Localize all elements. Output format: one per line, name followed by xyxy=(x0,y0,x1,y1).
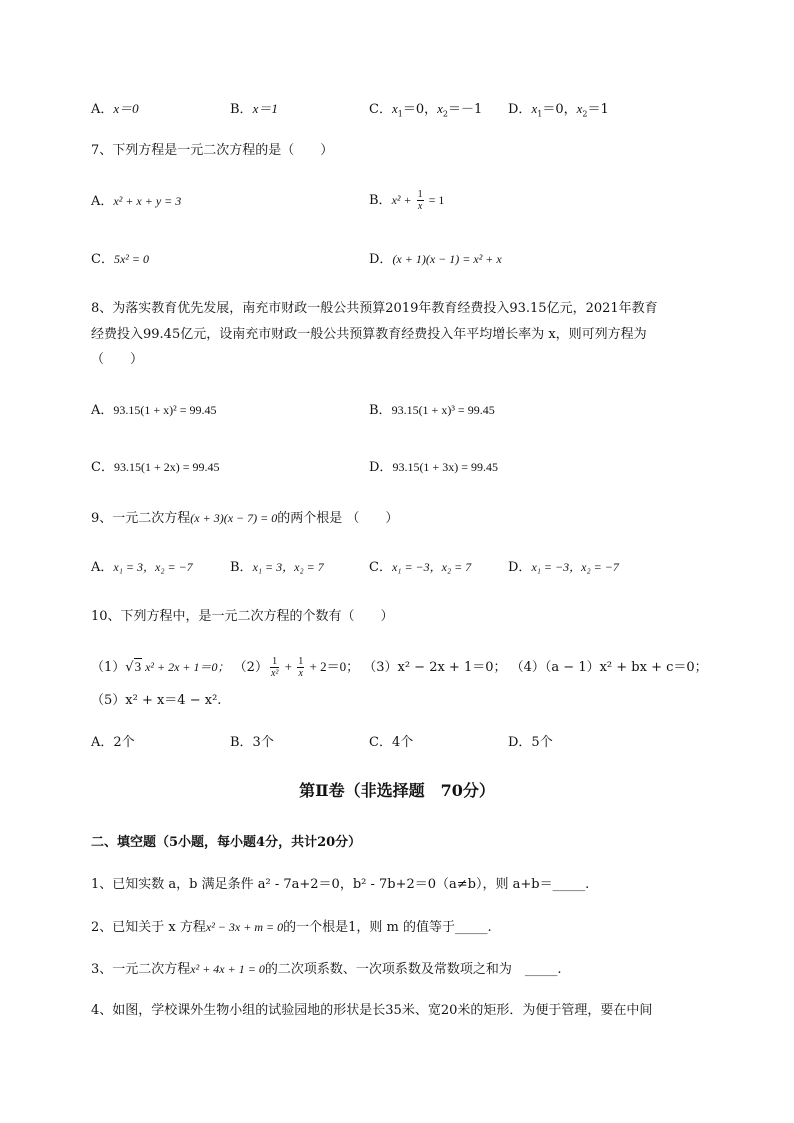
numerator: 1 xyxy=(298,656,304,667)
option-value: x＝1 xyxy=(252,101,278,116)
numerator: 1 xyxy=(417,189,423,200)
q8-option-a xyxy=(91,401,217,420)
fill-question-4: 4、如图，学校课外生物小组的试验园地的形状是长35米、宽20米的矩形．为便于管理，要在中间 xyxy=(91,1003,653,1018)
option-expr: x₁ = −3，x₂ = −7 xyxy=(531,560,619,574)
q6-option-b xyxy=(230,100,278,119)
option-label: A． xyxy=(91,403,114,418)
radicand: 3 xyxy=(134,659,142,674)
option-label: B． xyxy=(230,102,253,117)
option-label: C． xyxy=(369,102,392,117)
q8-stem-line3: （ ） xyxy=(91,352,144,367)
option-var: x xyxy=(576,101,583,116)
item-expr: + xyxy=(281,659,296,674)
option-expr: = 1 xyxy=(425,193,445,207)
fill-question-3 xyxy=(91,960,561,979)
q9-option-c xyxy=(369,558,471,577)
option-expr: x₁ = 3，x₂ = 7 xyxy=(252,560,324,574)
item-expr: + 2＝0； xyxy=(306,659,360,674)
q10-stem: 10、下列方程中，是一元二次方程的个数有（ ） xyxy=(91,609,394,624)
option-sub: 1 xyxy=(397,109,403,119)
q8-option-c xyxy=(91,458,219,477)
fraction xyxy=(270,656,279,679)
option-label: B． xyxy=(369,193,392,208)
q10-option-d: D．5个 xyxy=(508,735,553,750)
option-label: D． xyxy=(508,102,532,117)
option-expr: x² + xyxy=(391,193,415,207)
option-expr: x² + x + y = 3 xyxy=(113,194,182,208)
option-eq: ＝1 xyxy=(587,102,609,117)
option-expr: x₁ = 3，x₂ = −7 xyxy=(113,560,193,574)
q6-option-a xyxy=(91,100,139,119)
option-sub: 2 xyxy=(442,109,448,119)
q9-stem xyxy=(91,509,398,528)
q8-option-b xyxy=(369,401,495,420)
item-expr: （3）x² − 2x + 1＝0； xyxy=(363,660,507,675)
question-text: 的二次项系数、一次项系数及常数项之和为 _____. xyxy=(264,962,562,977)
q6-option-c xyxy=(369,100,482,119)
sqrt: √3 xyxy=(125,659,142,675)
option-eq: ＝0， xyxy=(402,102,438,117)
option-label: D． xyxy=(369,460,393,475)
q9-option-b xyxy=(230,558,324,577)
option-var: x xyxy=(531,101,538,116)
q9-option-d xyxy=(508,558,619,577)
denominator: x xyxy=(417,201,423,212)
option-expr: 93.15(1 + x)³ = 99.45 xyxy=(391,403,495,417)
part-title: 第Ⅱ卷（非选择题 70分） xyxy=(299,781,495,800)
q7-option-a xyxy=(91,192,181,211)
option-label: D． xyxy=(508,560,532,575)
option-expr: 93.15(1 + 2x) = 99.45 xyxy=(113,460,220,474)
numerator: 1 xyxy=(270,656,279,668)
option-var: x xyxy=(391,101,398,116)
q8-stem-line1: 8、为落实教育优先发展，南充市财政一般公共预算2019年教育经费投入93.15亿元，2021年教育 xyxy=(91,301,658,316)
denominator: x² xyxy=(270,668,279,679)
stem-text: 的两个根是 （ ） xyxy=(277,511,399,526)
q7-stem: 7、下列方程是一元二次方程的是（ ） xyxy=(91,143,334,158)
denominator: x xyxy=(298,668,303,679)
q8-stem-line2: 经费投入99.45亿元，设南充市财政一般公共预算教育经费投入年平均增长率为 x，则可列方程为 xyxy=(91,327,647,342)
q9-option-a xyxy=(91,558,193,577)
option-eq: ＝－1 xyxy=(447,102,483,117)
option-sub: 2 xyxy=(582,109,588,119)
q10-option-a: A．2个 xyxy=(91,735,135,750)
q7-option-b xyxy=(369,186,444,215)
q10-items-line2: （5）x² + x＝4 − x². xyxy=(91,693,222,708)
option-sub: 1 xyxy=(537,109,543,119)
stem-text: 9、一元二次方程 xyxy=(91,511,191,526)
question-text: 2、已知关于 x 方程 xyxy=(91,920,206,935)
stem-expr: (x + 3)(x − 7) = 0 xyxy=(190,511,278,525)
option-label: A． xyxy=(91,194,114,209)
fraction xyxy=(297,656,304,679)
option-eq: ＝0， xyxy=(542,102,577,117)
option-label: B． xyxy=(369,403,392,418)
option-label: B． xyxy=(230,560,253,575)
section-heading: 二、填空题（5小题，每小题4分，共计20分） xyxy=(91,835,362,850)
q10-option-c: C．4个 xyxy=(369,735,414,750)
fill-question-2 xyxy=(91,918,492,937)
option-label: A． xyxy=(91,560,114,575)
option-expr: x₁ = −3，x₂ = 7 xyxy=(391,560,472,574)
q10-items-line1 xyxy=(91,652,708,683)
option-expr: 93.15(1 + 3x) = 99.45 xyxy=(392,460,498,474)
fill-question-1: 1、已知实数 a，b 满足条件 a² - 7a+2＝0，b² - 7b+2＝0（a≠b），则 a+b＝_____. xyxy=(91,877,590,892)
option-label: D． xyxy=(369,252,393,267)
q8-option-d xyxy=(369,458,498,477)
question-expr: x² + 4x + 1 = 0 xyxy=(190,962,265,976)
option-expr: (x + 1)(x − 1) = x² + x xyxy=(392,252,502,266)
item-label: （1） xyxy=(91,660,126,675)
question-expr: x² − 3x + m = 0 xyxy=(205,920,284,934)
option-var: x xyxy=(437,101,443,116)
option-label: C． xyxy=(91,460,114,475)
option-label: C． xyxy=(91,252,114,267)
question-text: 的一个根是1，则 m 的值等于_____. xyxy=(283,920,492,935)
item-label: （2） xyxy=(233,660,268,675)
q6-option-d xyxy=(508,100,609,119)
question-text: 3、一元二次方程 xyxy=(91,962,191,977)
option-value: x＝0 xyxy=(113,101,139,116)
q7-option-c xyxy=(91,250,149,269)
option-label: C． xyxy=(369,560,392,575)
q10-option-b: B．3个 xyxy=(230,735,274,750)
option-label: A． xyxy=(91,102,114,117)
q7-option-d xyxy=(369,250,502,269)
option-expr: 5x² = 0 xyxy=(113,252,149,266)
option-expr: 93.15(1 + x)² = 99.45 xyxy=(113,403,217,417)
fraction xyxy=(417,189,424,212)
item-expr: x² + 2x + 1＝0； xyxy=(142,660,230,674)
item-expr: （4）（a − 1）x² + bx + c＝0； xyxy=(510,660,708,675)
